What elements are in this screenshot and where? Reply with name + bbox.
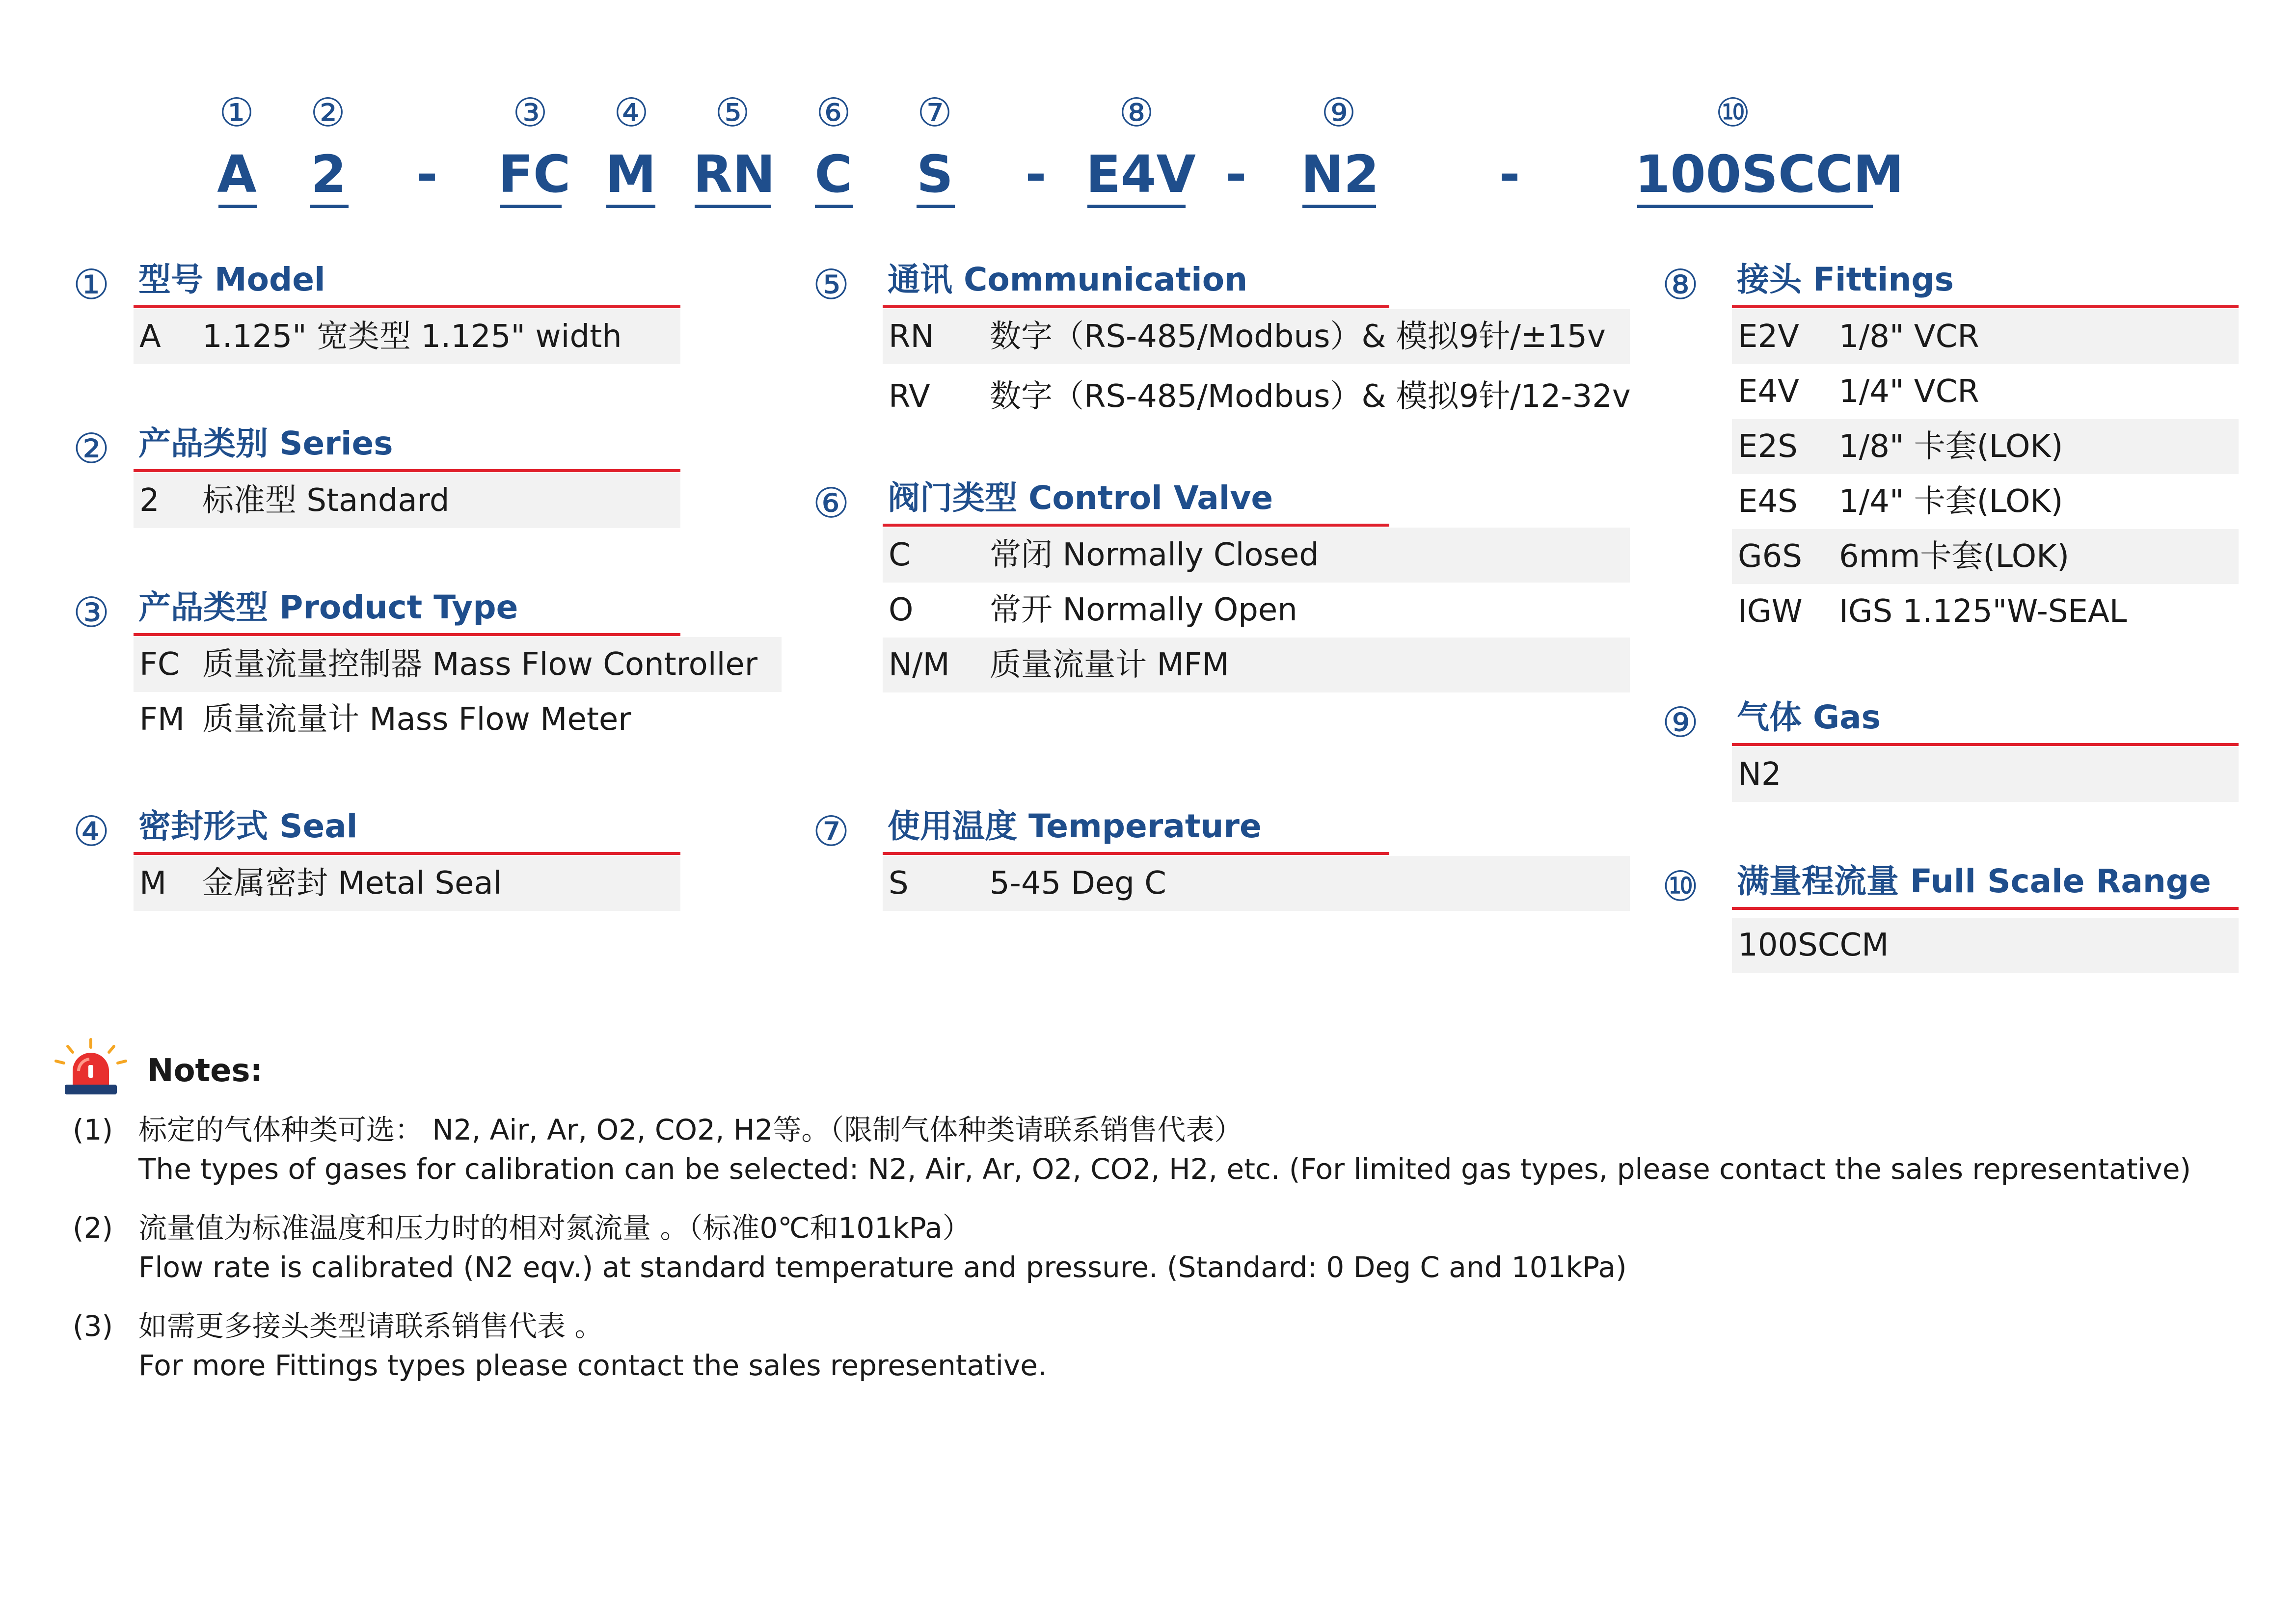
- section-number: ⑧: [1662, 261, 1699, 309]
- option-code: IGW: [1738, 593, 1803, 630]
- code-number-10: ⑩: [1715, 90, 1751, 135]
- option-row: [1732, 747, 2239, 802]
- code-underline-10: [1637, 205, 1873, 208]
- section-title: 产品类型 Product Type: [138, 588, 518, 626]
- section-rule: [883, 852, 1389, 855]
- option-description: 常闭 Normally Closed: [990, 537, 1319, 573]
- code-segment-comm: RN: [693, 144, 776, 204]
- code-number-6: ⑥: [816, 90, 851, 135]
- option-description: 1/4" VCR: [1839, 373, 1979, 410]
- section-title: 接头 Fittings: [1737, 261, 1954, 298]
- code-underline-7: [917, 205, 955, 208]
- option-code: G6S: [1738, 538, 1802, 575]
- code-segment-gas: N2: [1301, 144, 1379, 204]
- section-rule: [134, 469, 680, 472]
- section-title: 阀门类型 Control Valve: [888, 479, 1273, 517]
- option-description: 质量流量计 MFM: [990, 647, 1229, 683]
- code-underline-9: [1302, 205, 1376, 208]
- section-number: ⑦: [812, 807, 850, 855]
- section-title: 产品类别 Series: [138, 425, 393, 462]
- section-title: 使用温度 Temperature: [888, 807, 1262, 845]
- option-code: C: [889, 537, 911, 573]
- note-english: For more Fittings types please contact the sales representative.: [138, 1349, 1047, 1382]
- option-row: [134, 856, 680, 911]
- option-code: E2V: [1738, 319, 1799, 355]
- option-description: 金属密封 Metal Seal: [202, 865, 502, 902]
- option-row: [134, 473, 680, 528]
- option-row: [883, 309, 1630, 364]
- option-code: E4V: [1738, 373, 1799, 410]
- option-code: S: [889, 865, 909, 902]
- section-rule: [1732, 743, 2239, 746]
- code-underline-8: [1087, 205, 1186, 208]
- option-description: 质量流量计 Mass Flow Meter: [202, 701, 631, 738]
- section-number: ④: [73, 807, 110, 855]
- code-segment-type: FC: [498, 144, 571, 204]
- code-number-1: ①: [219, 90, 254, 135]
- code-number-7: ⑦: [917, 90, 952, 135]
- code-separator: -: [1225, 144, 1247, 204]
- option-description: 数字（RS-485/Modbus）& 模拟9针/±15v: [990, 319, 1606, 355]
- code-segment-valve: C: [814, 144, 852, 204]
- section-rule: [1732, 305, 2239, 308]
- code-underline-1: [218, 205, 257, 208]
- section-rule: [134, 633, 680, 636]
- notes-title: Notes:: [147, 1053, 263, 1089]
- section-title: 通讯 Communication: [888, 261, 1248, 298]
- option-description: 常开 Normally Open: [990, 592, 1297, 628]
- code-separator: -: [1025, 144, 1047, 204]
- note-english: Flow rate is calibrated (N2 eqv.) at standard temperature and pressure. (Standard: 0 Deg C and 101kPa): [138, 1251, 1627, 1284]
- option-description: 1.125" 宽类型 1.125" width: [202, 319, 622, 355]
- option-code: FM: [139, 701, 185, 738]
- option-row: [883, 638, 1630, 692]
- option-code: RN: [889, 319, 934, 355]
- section-title: 密封形式 Seal: [138, 807, 358, 845]
- option-description: 标准型 Standard: [202, 482, 450, 519]
- code-segment-series: 2: [311, 144, 347, 204]
- section-number: ⑥: [812, 479, 850, 527]
- option-code: 100SCCM: [1738, 927, 1889, 963]
- code-underline-5: [695, 205, 771, 208]
- option-row: [883, 856, 1630, 911]
- option-code: 2: [139, 482, 160, 519]
- code-segment-seal: M: [605, 144, 656, 204]
- code-segment-fittings: E4V: [1086, 144, 1196, 204]
- code-number-3: ③: [513, 90, 548, 135]
- code-separator: -: [416, 144, 438, 204]
- option-code: RV: [889, 378, 930, 415]
- code-number-8: ⑧: [1119, 90, 1154, 135]
- code-underline-4: [606, 205, 655, 208]
- section-number: ①: [73, 261, 110, 309]
- code-number-9: ⑨: [1321, 90, 1356, 135]
- option-row: [883, 583, 1630, 638]
- code-number-4: ④: [614, 90, 649, 135]
- section-number: ②: [73, 425, 110, 473]
- option-code: FC: [139, 646, 180, 683]
- option-code: N/M: [889, 647, 950, 683]
- option-code: N2: [1738, 756, 1782, 793]
- option-code: E4S: [1738, 483, 1798, 520]
- code-underline-6: [815, 205, 853, 208]
- option-code: M: [139, 865, 167, 902]
- note-chinese: 标定的气体种类可选： N2, Air, Ar, O2, CO2, H2等。（限制气体种类请联系销售代表）: [138, 1113, 1243, 1146]
- section-rule: [883, 305, 1389, 308]
- option-row: [1732, 419, 2239, 474]
- option-row: [883, 369, 1648, 424]
- code-separator: -: [1499, 144, 1520, 204]
- option-row: [1732, 584, 2239, 639]
- section-rule: [134, 852, 680, 855]
- section-rule: [1732, 907, 2239, 910]
- section-title: 型号 Model: [138, 261, 325, 298]
- section-title: 满量程流量 Full Scale Range: [1737, 862, 2211, 900]
- option-row: [134, 692, 782, 747]
- option-description: 质量流量控制器 Mass Flow Controller: [202, 646, 758, 683]
- option-row: [1732, 529, 2239, 584]
- code-number-5: ⑤: [715, 90, 750, 135]
- option-code: O: [889, 592, 914, 628]
- section-number: ⑨: [1662, 698, 1699, 746]
- option-row: [883, 528, 1630, 583]
- option-description: 1/8" 卡套(LOK): [1839, 428, 2063, 465]
- code-segment-temperature: S: [917, 144, 953, 204]
- option-row: [1732, 364, 2239, 419]
- code-underline-2: [310, 205, 349, 208]
- option-description: 5-45 Deg C: [990, 865, 1166, 902]
- option-description: 数字（RS-485/Modbus）& 模拟9针/12-32v: [990, 378, 1631, 415]
- option-description: 6mm卡套(LOK): [1839, 538, 2070, 575]
- note-index: (3): [73, 1309, 113, 1343]
- option-row: [1732, 918, 2239, 973]
- note-chinese: 如需更多接头类型请联系销售代表 。: [138, 1309, 603, 1343]
- code-underline-3: [500, 205, 562, 208]
- option-code: A: [139, 319, 161, 355]
- alarm-light-icon: [49, 1036, 133, 1099]
- code-segment-range: 100SCCM: [1635, 144, 1904, 204]
- option-description: 1/8" VCR: [1839, 319, 1979, 355]
- option-code: E2S: [1738, 428, 1798, 465]
- option-description: IGS 1.125"W-SEAL: [1839, 593, 2127, 630]
- note-index: (2): [73, 1211, 113, 1245]
- section-rule: [883, 524, 1389, 527]
- option-row: [134, 309, 680, 364]
- section-number: ⑤: [812, 261, 850, 309]
- option-row: [1732, 309, 2239, 364]
- code-segment-model: A: [217, 144, 257, 204]
- option-row: [134, 637, 782, 692]
- code-number-2: ②: [310, 90, 346, 135]
- option-description: 1/4" 卡套(LOK): [1839, 483, 2063, 520]
- note-index: (1): [73, 1113, 113, 1146]
- section-rule: [134, 305, 680, 308]
- section-title: 气体 Gas: [1737, 698, 1881, 736]
- section-number: ③: [73, 588, 110, 637]
- note-english: The types of gases for calibration can be selected: N2, Air, Ar, O2, CO2, H2, etc. (For limited gas types, please contact the sales representative): [138, 1152, 2191, 1186]
- note-chinese: 流量值为标准温度和压力时的相对氮流量 。（标准0℃和101kPa）: [138, 1211, 971, 1245]
- option-row: [1732, 474, 2239, 529]
- section-number: ⑩: [1662, 862, 1699, 910]
